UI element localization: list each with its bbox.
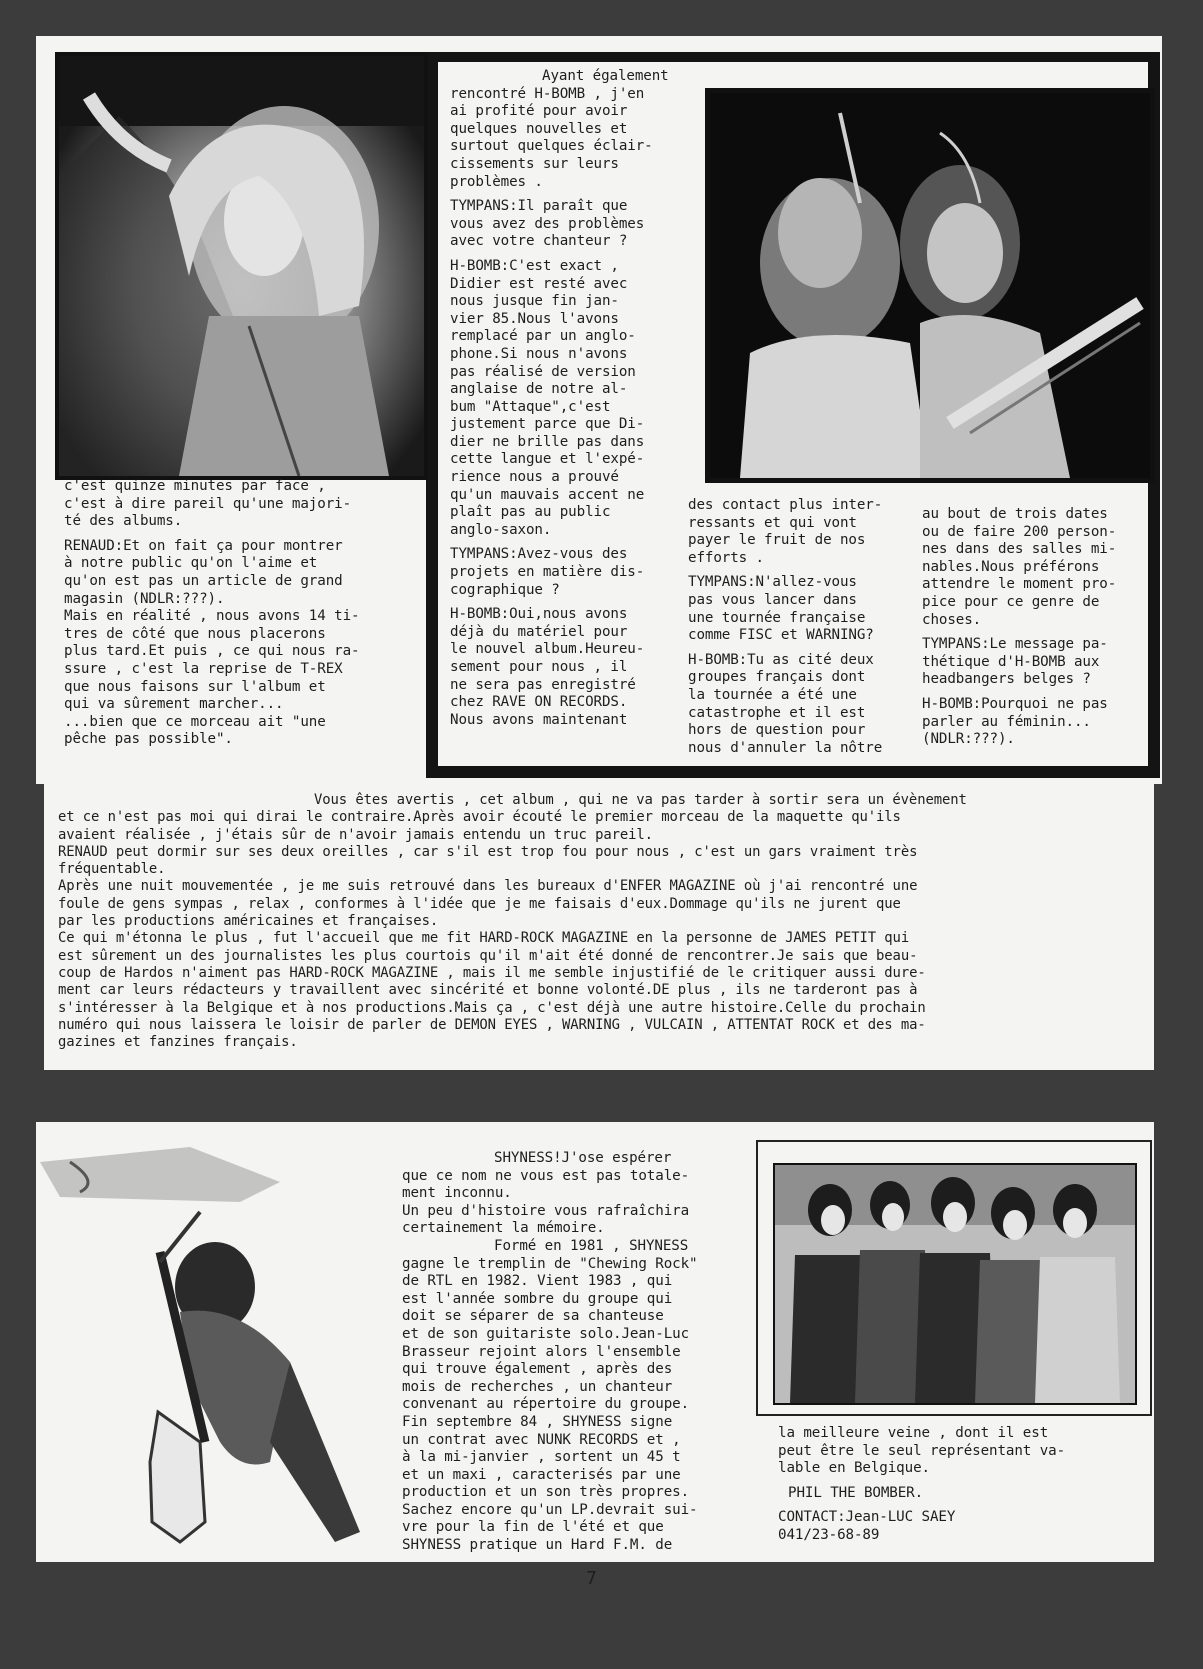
- interview-column-2: [688, 497, 920, 764]
- middle-paragraph: Vous êtes avertis , cet album , qui ne va pas tarder à sortir sera un évènement et ce n'est pas moi qui dirai le contraire.Après avoir écouté le premier morceau de la maquette qu'ils avaient réalisée , j'étais sûr de n'avoir jamais entendu un truc pareil. RENAUD peut dormir sur ses deux oreilles , car s'il est trop fou pour nous , c'est un gars vraiment très fréquentable. Après une nuit mouvementée , je me suis retrouvé dans les bureaux d'ENFER MAGAZINE où j'ai rencontré une foule de gens sympas , relax , conformes à l'idée que je me faisais d'eux.Dommage qu'ils ne jurent que par les productions américaines et françaises. Ce qui m'étonna le plus , fut l'accueil que me fit HARD-ROCK MAGAZINE en la personne de JAMES PETIT qui est sûrement un des journalistes les plus courtois qu'il m'ait été donné de rencontrer.Je sais que beau- coup de Hardos n'aiment pas HARD-ROCK MAGAZINE , mais il me semble injustifié de le critiquer aussi dure- ment car leurs rédacteurs y travaillent avec sincérité et bonne volonté.DE plus , ils ne tarderont pas à s'intéresser à la Belgique et à nos productions.Mais ça , c'est déjà une autre histoire.Celle du prochain numéro qui nous laissera le loisir de parler de DEMON EYES , WARNING , VULCAIN , ATTENTAT ROCK et des ma- gazines et fanzines français.: [58, 792, 967, 1051]
- singer-photo-image: [59, 56, 424, 476]
- interview-paragraph: H-BOMB:Oui,nous avons déjà du matériel pour le nouvel album.Heureu- sement pour nous , il ne sera pas enregistré chez RAVE ON RECORDS. Nous avons maintenant: [450, 606, 645, 728]
- shyness-article-column: [402, 1150, 742, 1562]
- photo-singer: [55, 52, 428, 480]
- shyness-paragraph: Formé en 1981 , SHYNESS gagne le tremplin de "Chewing Rock" de RTL en 1982. Vient 1983 , qui est l'année sombre du groupe qui doit se séparer de sa chanteuse et de son guitariste solo.Jean-Luc Brasseur rejoint alors l'ensemble qui trouve également , après des mois de recherches , un chanteur convenant au répertoire du groupe. Fin septembre 84 , SHYNESS signe un contrat avec NUNK RECORDS et , à la mi-janvier , sortent un 45 t et un maxi , caracterisés par une production et un son très propres. Sachez encore qu'un LP.devrait sui- vre pour la fin de l'été et que SHYNESS pratique un Hard F.M. de: [402, 1237, 698, 1554]
- page-number: 7: [586, 1568, 597, 1589]
- interview-paragraph: TYMPANS:Il paraît que vous avez des problèmes avec votre chanteur ?: [450, 198, 645, 250]
- interview-paragraph: H-BOMB:Tu as cité deux groupes français dont la tournée a été une catastrophe et il est hors de question pour nous d'annuler la nôtre: [688, 651, 883, 756]
- article-left-column: [64, 478, 424, 756]
- bassist-photo-image: [40, 1142, 380, 1562]
- interview-paragraph: au bout de trois dates ou de faire 200 person- nes dans des salles mi- nables.Nous préférons attendre le moment pro- pice pour ce genre de choses.: [922, 506, 1117, 628]
- contact-info: CONTACT:Jean-LUC SAEY 041/23-68-89: [778, 1509, 956, 1543]
- interview-paragraph: TYMPANS:N'allez-vous pas vous lancer dans une tournée française comme FISC et WARNING?: [688, 574, 874, 644]
- top-rule-line: [430, 46, 1160, 50]
- interview-paragraph: des contact plus inter- ressants et qui vont payer le fruit de nos efforts .: [688, 497, 883, 566]
- left-paragraph: RENAUD:Et on fait ça pour montrer à notre public qu'on l'aime et qu'on est pas un article de grand magasin (NDLR:???). Mais en réalité , nous avons 14 ti- tres de côté que nous placerons plus tard.Et puis , ce qui nous ra- ssure , c'est la reprise de T-REX que nous faisons sur l'album et qui va sûrement marcher... ...bien que ce morceau ait "une pêche pas possible".: [64, 537, 360, 748]
- interview-paragraph: Ayant également rencontré H-BOMB , j'en ai profité pour avoir quelques nouvelles et surtout quelques éclair- cissements sur leurs problèmes .: [450, 68, 669, 190]
- left-paragraph: c'est quinze minutes par face , c'est à dire pareil qu'une majori- té des albums.: [64, 478, 352, 530]
- interview-paragraph: TYMPANS:Avez-vous des projets en matière dis- cographique ?: [450, 546, 645, 598]
- band-photo-image: [710, 93, 1150, 478]
- shyness-right-column: [778, 1425, 1148, 1552]
- shyness-paragraph: SHYNESS!J'ose espérer que ce nom ne vous est pas totale- ment inconnu. Un peu d'histoire vous rafraîchira certainement la mémoire.: [402, 1150, 690, 1237]
- middle-article-text: [58, 792, 1148, 1058]
- photo-shyness-group: [773, 1163, 1137, 1405]
- author-signature: PHIL THE BOMBER.: [788, 1484, 924, 1501]
- group-photo-image: [775, 1165, 1135, 1403]
- photo-bassist: [40, 1142, 380, 1562]
- photo-band-guitarists: [705, 88, 1155, 483]
- interview-column-3: [922, 506, 1150, 756]
- interview-paragraph: H-BOMB:C'est exact , Didier est resté avec nous jusque fin jan- vier 85.Nous l'avons remplacé par un anglo- phone.Si nous n'avons pas réalisé de version anglaise de notre al- bum "Attaque",c'est justement parce que Di- dier ne brille pas dans cette langue et l'expé- rience nous a prouvé qu'un mauvais accent ne plaît pas au public anglo-saxon.: [450, 257, 645, 538]
- interview-paragraph: H-BOMB:Pourquoi ne pas parler au féminin... (NDLR:???).: [922, 695, 1108, 748]
- interview-paragraph: TYMPANS:Le message pa- thétique d'H-BOMB aux headbangers belges ?: [922, 636, 1108, 688]
- shyness-paragraph: la meilleure veine , dont il est peut être le seul représentant va- lable en Belgique.: [778, 1425, 1066, 1477]
- interview-column-1: [450, 68, 702, 736]
